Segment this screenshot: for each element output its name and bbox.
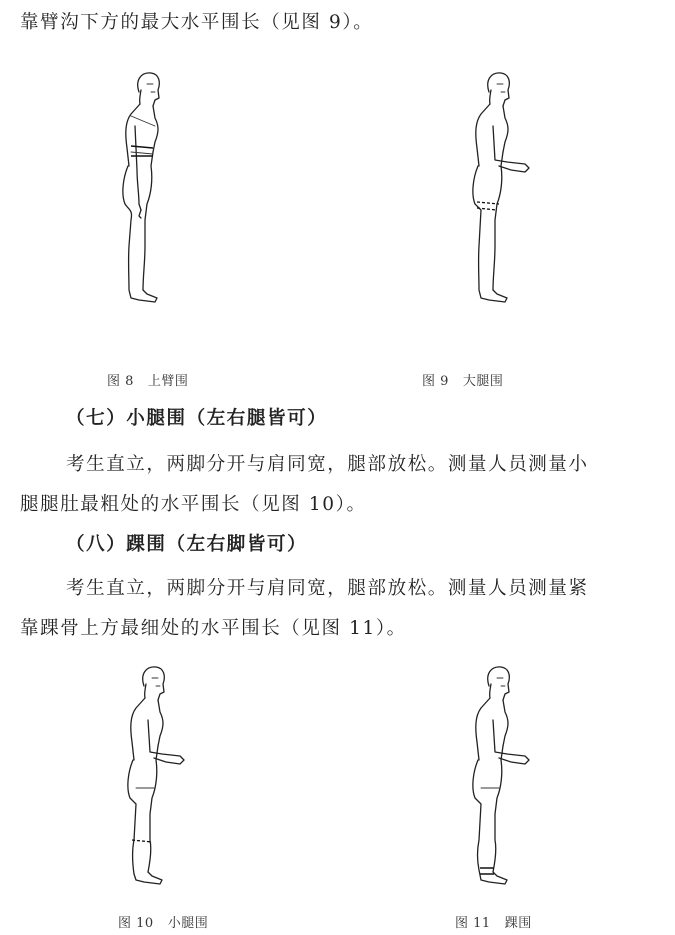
figure-11-label: 图 11 [455, 916, 491, 931]
figure-11-illustration [455, 664, 565, 894]
section-heading-8: （八）踝围（左右脚皆可） [66, 534, 308, 555]
section-heading-7: （七）小腿围（左右腿皆可） [66, 408, 328, 429]
figure-10-caption [118, 912, 208, 931]
figure-9-caption [422, 370, 503, 389]
figure-8-title: 上臂围 [147, 374, 189, 389]
figure-8-illustration [95, 70, 205, 310]
figure-9-illustration [455, 70, 565, 310]
para8-line-2: 靠踝骨上方最细处的水平围长（见图 11）。 [20, 618, 407, 639]
figure-11-caption [455, 912, 532, 931]
text-line-1: 靠臂沟下方的最大水平围长（见图 9）。 [20, 12, 374, 33]
figure-8-caption [107, 370, 188, 389]
figure-10-label: 图 10 [118, 916, 154, 931]
figure-9-label: 图 9 [422, 374, 449, 389]
figure-10-illustration [110, 664, 220, 894]
figure-8-label: 图 8 [107, 374, 134, 389]
para7-line-2: 腿腿肚最粗处的水平围长（见图 10）。 [20, 494, 367, 515]
figure-10-title: 小腿围 [167, 916, 209, 931]
figure-9-title: 大腿围 [462, 374, 504, 389]
figure-11-title: 踝围 [504, 916, 532, 931]
para8-line-1: 考生直立，两脚分开与肩同宽，腿部放松。测量人员测量紧 [66, 578, 589, 599]
para7-line-1: 考生直立，两脚分开与肩同宽，腿部放松。测量人员测量小 [66, 454, 589, 475]
